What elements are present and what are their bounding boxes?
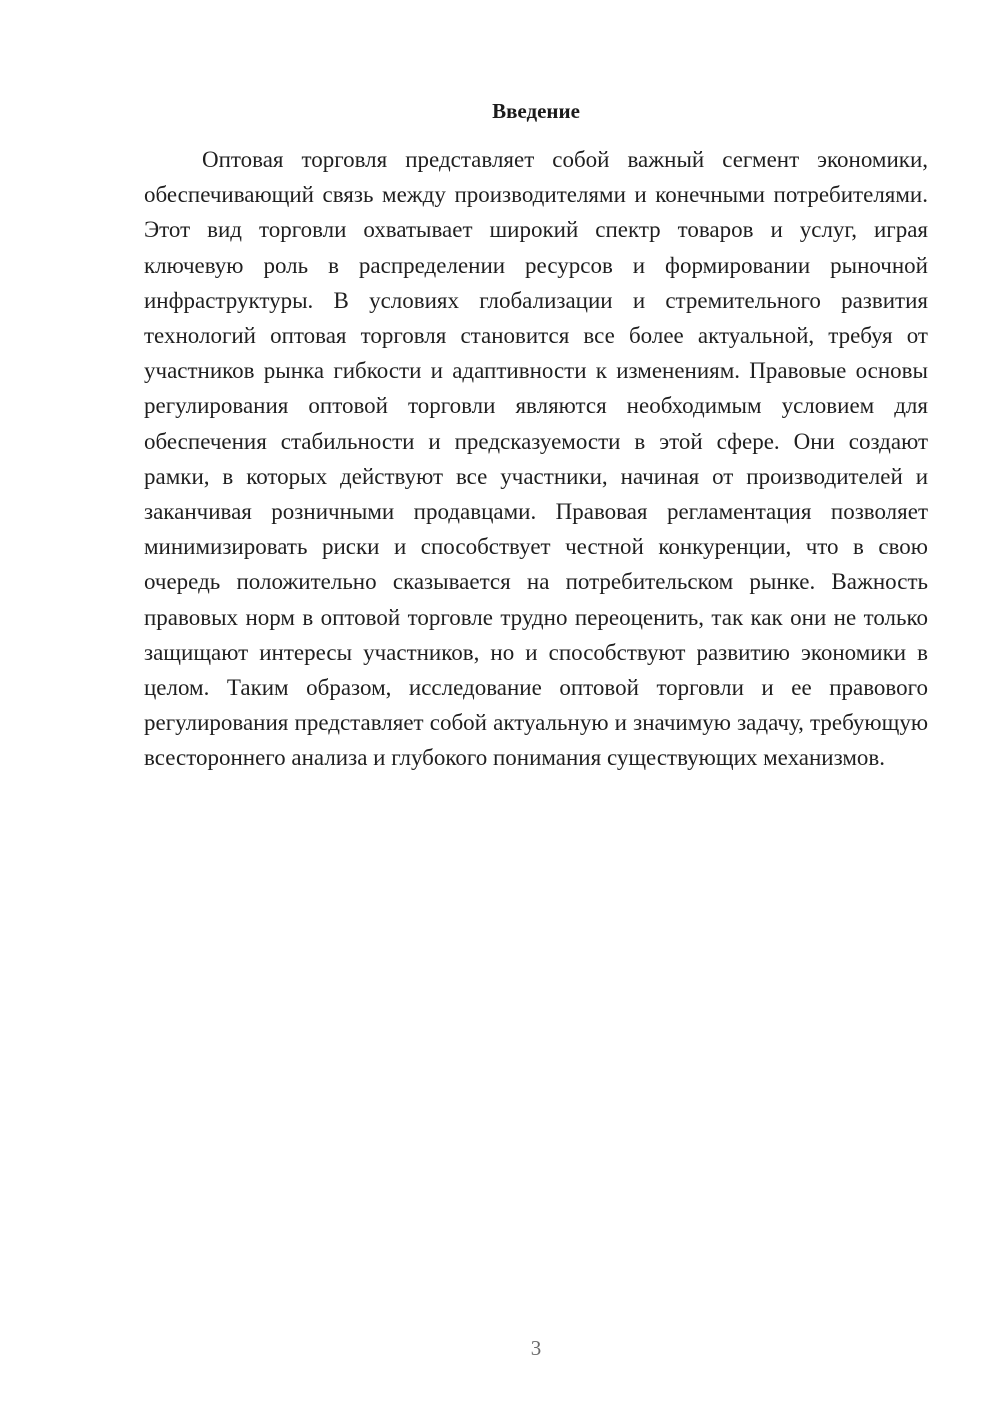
section-heading: Введение <box>492 99 580 123</box>
body-paragraph: Оптовая торговля представляет собой важный сегмент экономики, обеспечивающий связь между производителями и конечными потребителями. Этот вид торговли охватывает широкий спектр товаров и услуг, играя ключевую роль в распределении ресурсов и формировании рыночной инфраструктуры. В условиях глобализации и стремительного развития технологий оптовая торговля становится все более актуальной, требуя от участников рынка гибкости и адаптивности к изменениям. Правовые основы регулирования оптовой торговли являются необходимым условием для обеспечения стабильности и предсказуемости в этой сфере. Они создают рамки, в которых действуют все участники, начиная от производителей и заканчивая розничными продавцами. Правовая регламентация позволяет минимизировать риски и способствует честной конкуренции, что в свою очередь положительно сказывается на потребительском рынке. Важность правовых норм в оптовой торговле трудно переоценить, так как они не только защищают интересы участников, но и способствуют развитию экономики в целом. Таким образом, исследование оптовой торговли и ее правового регулирования представляет собой актуальную и значимую задачу, требующую всестороннего анализа и глубокого понимания существующих механизмов. <box>144 147 928 771</box>
page-number: 3 <box>530 1336 542 1360</box>
